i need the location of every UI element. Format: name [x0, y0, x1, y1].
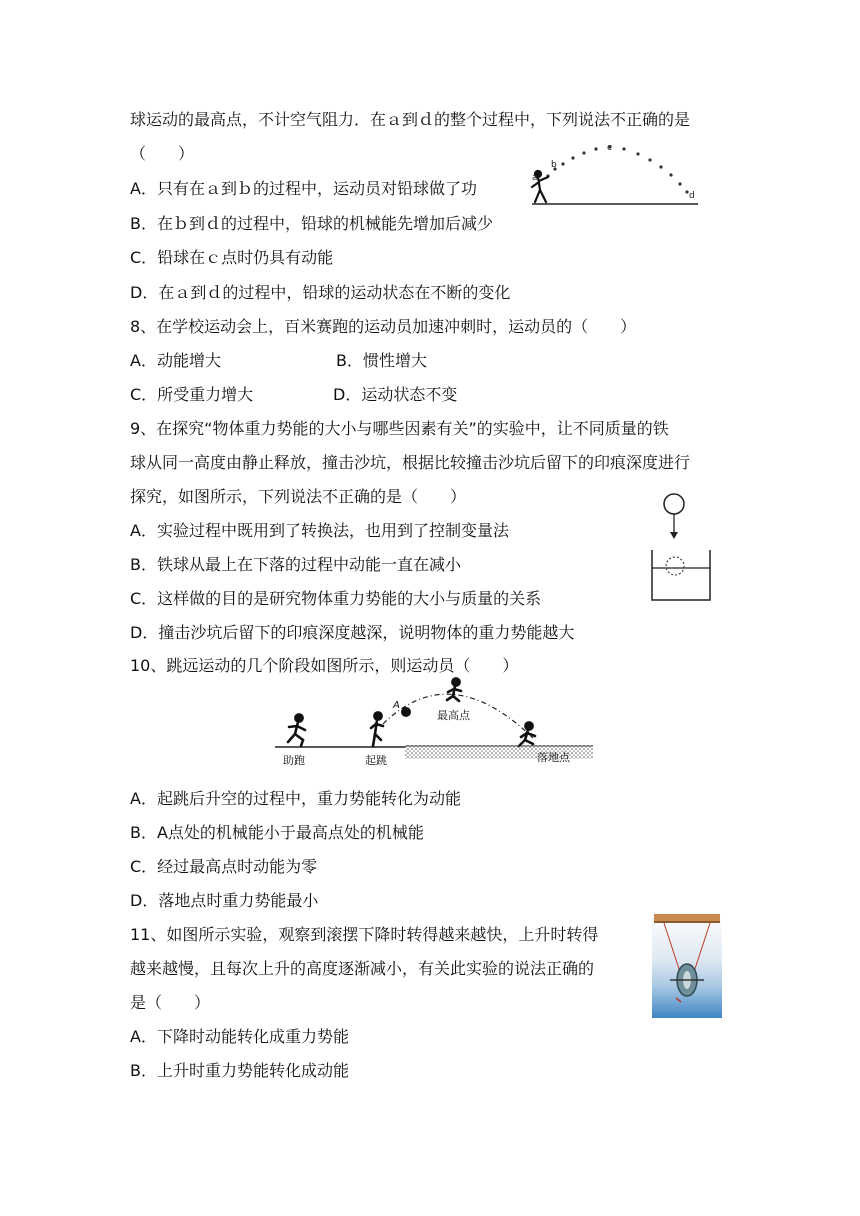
q9-option-c: C．这样做的目的是研究物体重力势能的大小与质量的关系 — [130, 589, 542, 608]
q7-option-b: B．在ｂ到ｄ的过程中，铅球的机械能先增加后减少 — [130, 214, 493, 233]
q9-option-a: A．实验过程中既用到了转换法，也用到了控制变量法 — [130, 521, 509, 540]
maxwell-pendulum-photo — [652, 912, 722, 1018]
sandpit-ball-figure — [648, 490, 714, 604]
q10-option-b: B．A点处的机械能小于最高点处的机械能 — [130, 823, 424, 842]
landing-point-label: 落地点 — [537, 751, 570, 764]
q7-stem-line2: （ ） — [130, 144, 195, 163]
q9-stem-line3: 探究，如图所示，下列说法不正确的是（ ） — [130, 487, 467, 506]
q10-option-a: A．起跳后升空的过程中，重力势能转化为动能 — [130, 789, 461, 808]
q9-option-d: D．撞击沙坑后留下的印痕深度越深，说明物体的重力势能越大 — [130, 623, 575, 642]
q8-option-d: D．运动状态不变 — [333, 385, 458, 404]
q11-stem-line1: 11、如图所示实验，观察到滚摆下降时转得越来越快，上升时转得 — [130, 925, 599, 944]
q7-option-d: D．在ａ到ｄ的过程中，铅球的运动状态在不断的变化 — [130, 283, 511, 302]
long-jump-figure — [275, 676, 595, 768]
q8-option-b: B．惯性增大 — [336, 351, 427, 370]
q10-option-c: C．经过最高点时动能为零 — [130, 857, 318, 876]
q11-option-a: A．下降时动能转化成重力势能 — [130, 1027, 349, 1046]
q8-stem: 8、在学校运动会上，百米赛跑的运动员加速冲刺时，运动员的（ ） — [130, 317, 637, 336]
q9-stem-line2: 球从同一高度由静止释放，撞击沙坑，根据比较撞击沙坑后留下的印痕深度进行 — [130, 453, 691, 472]
label-b: b — [551, 160, 557, 170]
q7-stem-line1: 球运动的最高点，不计空气阻力．在ａ到ｄ的整个过程中，下列说法不正确的是 — [130, 110, 691, 129]
q8-option-a: A．动能增大 — [130, 351, 221, 370]
q9-option-b: B．铁球从最上在下落的过程中动能一直在减小 — [130, 555, 461, 574]
q9-stem-line1: 9、在探究“物体重力势能的大小与哪些因素有关”的实验中，让不同质量的铁 — [130, 419, 669, 438]
q7-option-c: C．铅球在ｃ点时仍具有动能 — [130, 248, 334, 267]
label-a: a — [532, 173, 538, 183]
q10-option-d: D．落地点时重力势能最小 — [130, 891, 319, 910]
q7-option-a: A．只有在ａ到ｂ的过程中，运动员对铅球做了功 — [130, 179, 477, 198]
take-off-label: 起跳 — [365, 754, 387, 767]
q8-option-c: C．所受重力增大 — [130, 385, 254, 404]
highest-point-label: 最高点 — [437, 709, 470, 722]
shot-put-trajectory-figure — [528, 140, 700, 210]
q11-option-b: B．上升时重力势能转化成动能 — [130, 1061, 349, 1080]
run-up-label: 助跑 — [283, 754, 305, 767]
label-d: d — [689, 191, 695, 201]
label-c: c — [607, 143, 612, 153]
q11-stem-line3: 是（ ） — [130, 993, 211, 1012]
q10-stem: 10、跳远运动的几个阶段如图所示，则运动员（ ） — [130, 656, 519, 675]
q11-stem-line2: 越来越慢，且每次上升的高度逐渐减小，有关此实验的说法正确的 — [130, 959, 595, 978]
point-a-label: A — [393, 700, 400, 711]
